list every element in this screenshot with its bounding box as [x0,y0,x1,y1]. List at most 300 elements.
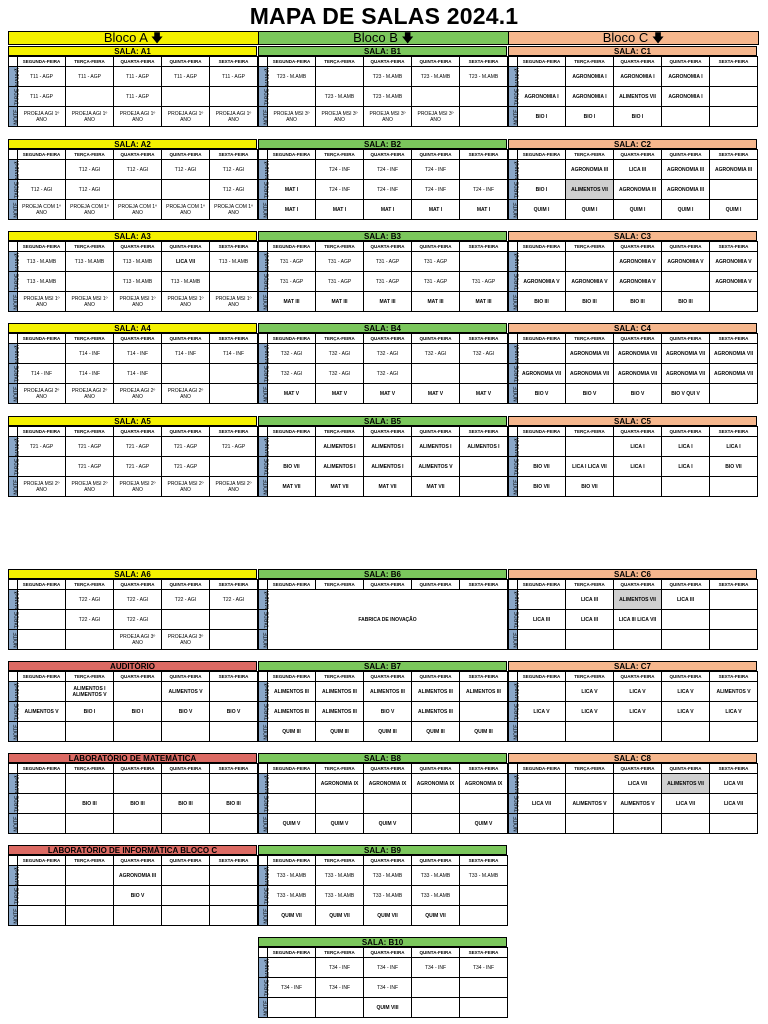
class-cell: PROEJA COM 1º ANO [162,200,210,220]
block-c-header [508,31,759,45]
shift-row [259,437,508,457]
day-header: QUINTA-FEIRA [412,57,460,67]
day-header: QUINTA-FEIRA [162,57,210,67]
day-header-row [509,672,758,682]
day-header: TERÇA-FEIRA [66,856,114,866]
class-cell: PROEJA AGI 3º ANO [162,630,210,650]
class-cell: ALIMENTOS I [316,437,364,457]
class-cell: BIO VII [268,457,316,477]
class-cell: PROEJA AGI 2º ANO [18,384,66,404]
corner-cell [9,856,18,866]
day-header: SEGUNDA-FEIRA [268,948,316,958]
class-cell: T31 - AGP [268,272,316,292]
shift-label: TARDE [509,794,518,814]
day-header: TERÇA-FEIRA [66,150,114,160]
class-cell: T32 - AGI [316,344,364,364]
class-cell: AGRONOMIA I [566,87,614,107]
shift-label: MANHÃ [259,958,268,978]
day-header-row [259,856,508,866]
class-cell [210,630,258,650]
day-header-row [9,580,258,590]
shift-label: TARDE [509,272,518,292]
day-header: SEGUNDA-FEIRA [268,242,316,252]
shift-row [9,252,258,272]
day-header: SEGUNDA-FEIRA [18,150,66,160]
day-header-row [9,672,258,682]
class-cell: PROEJA AGI 3º ANO [114,630,162,650]
class-cell [460,906,508,926]
shift-row [9,457,258,477]
shift-row [9,292,258,312]
shift-row [9,814,258,834]
shift-label: TARDE [509,702,518,722]
shift-label: MANHÃ [9,590,18,610]
room-label: SALA: B9 [258,845,507,855]
class-cell: AGRONOMIA IX [412,774,460,794]
room-label: AUDITÓRIO [8,661,257,671]
shift-label: NOITE [259,384,268,404]
day-header: SEGUNDA-FEIRA [268,150,316,160]
schedule-table [8,671,258,742]
room-block [258,323,507,404]
class-cell: PROEJA COM 1º ANO [66,200,114,220]
room-label: SALA: B10 [258,937,507,947]
class-cell: T34 - INF [316,978,364,998]
day-header: SEGUNDA-FEIRA [268,672,316,682]
class-cell [412,87,460,107]
class-cell: LICA V [662,702,710,722]
shift-label: TARDE [9,87,18,107]
shift-row [9,107,258,127]
day-header: QUARTA-FEIRA [614,242,662,252]
class-cell: T24 - INF [316,160,364,180]
room-block [258,46,507,127]
class-cell [210,364,258,384]
shift-row [9,180,258,200]
shift-row [259,344,508,364]
room-label: SALA: C8 [508,753,757,763]
corner-cell [259,242,268,252]
day-header: SEGUNDA-FEIRA [18,672,66,682]
class-cell [66,774,114,794]
class-cell: BIO V QUI V [662,384,710,404]
day-header: TERÇA-FEIRA [316,57,364,67]
day-header: TERÇA-FEIRA [316,150,364,160]
class-cell: T24 - INF [364,160,412,180]
class-cell: T14 - INF [18,364,66,384]
schedule-table [8,56,258,127]
day-header: SEGUNDA-FEIRA [518,672,566,682]
day-header: QUINTA-FEIRA [662,334,710,344]
shift-row [259,978,508,998]
shift-row [509,384,758,404]
day-header: QUINTA-FEIRA [412,948,460,958]
shift-row [509,272,758,292]
shift-row [259,814,508,834]
class-cell: BIO I [114,702,162,722]
class-cell: T33 - M.AMB [316,866,364,886]
room-label: SALA: C1 [508,46,757,56]
shift-row [509,702,758,722]
day-header: QUARTA-FEIRA [364,242,412,252]
day-header: SEXTA-FEIRA [710,427,758,437]
class-cell [18,682,66,702]
class-cell: T24 - INF [364,180,412,200]
corner-cell [259,856,268,866]
schedule-table [508,426,758,497]
shift-row [9,774,258,794]
day-header: QUARTA-FEIRA [364,580,412,590]
class-cell [210,722,258,742]
shift-row [509,292,758,312]
class-cell: ALIMENTOS III [316,702,364,722]
shift-row [509,67,758,87]
shift-label: NOITE [509,630,518,650]
shift-row [9,200,258,220]
class-cell: LICA I [614,457,662,477]
class-cell [210,610,258,630]
room-block [8,139,257,220]
class-cell: T11 - AGP [114,67,162,87]
class-cell: MAT III [364,292,412,312]
class-cell: PROEJA COM 1º ANO [114,200,162,220]
day-header: TERÇA-FEIRA [316,764,364,774]
class-cell: T33 - M.AMB [316,886,364,906]
shift-row [259,87,508,107]
shift-row [259,998,508,1018]
day-header: SEGUNDA-FEIRA [268,764,316,774]
class-cell: T34 - INF [268,978,316,998]
shift-label: NOITE [509,477,518,497]
class-cell: QUIM VII [364,906,412,926]
class-cell: BIO III [566,292,614,312]
class-cell: QUIM VII [268,906,316,926]
shift-row [259,886,508,906]
day-header: SEXTA-FEIRA [710,672,758,682]
class-cell: PROEJA MSI 1º ANO [210,292,258,312]
day-header: SEXTA-FEIRA [210,242,258,252]
room-label: SALA: B3 [258,231,507,241]
corner-cell [259,580,268,590]
day-header: SEXTA-FEIRA [210,672,258,682]
day-header: SEGUNDA-FEIRA [18,334,66,344]
day-header: SEGUNDA-FEIRA [518,242,566,252]
class-cell: T34 - INF [364,958,412,978]
class-cell: T22 - AGI [162,590,210,610]
class-cell: T31 - AGP [364,272,412,292]
class-cell [162,814,210,834]
class-cell: AGRONOMIA V [614,272,662,292]
class-cell: T23 - M.AMB [316,87,364,107]
class-cell [18,344,66,364]
class-cell: LICA V [566,682,614,702]
day-header: QUARTA-FEIRA [614,150,662,160]
class-cell: PROEJA MSI 2º ANO [114,477,162,497]
class-cell: QUIM V [268,814,316,834]
day-header: TERÇA-FEIRA [66,427,114,437]
day-header: QUINTA-FEIRA [162,764,210,774]
corner-cell [9,672,18,682]
class-cell: PROEJA AGI 1º ANO [114,107,162,127]
corner-cell [259,57,268,67]
class-cell: T14 - INF [66,344,114,364]
class-cell [18,457,66,477]
day-header: SEXTA-FEIRA [460,334,508,344]
class-cell [18,906,66,926]
class-cell [662,610,710,630]
class-cell: QUIM I [710,200,758,220]
shift-label: TARDE [509,364,518,384]
day-header: QUINTA-FEIRA [412,856,460,866]
class-cell: MAT VII [412,477,460,497]
class-cell [460,87,508,107]
day-header: QUARTA-FEIRA [614,334,662,344]
day-header: QUINTA-FEIRA [162,334,210,344]
day-header: SEXTA-FEIRA [710,150,758,160]
class-cell: ALIMENTOS III [268,702,316,722]
class-cell: AGRONOMIA III [614,180,662,200]
class-cell: ALIMENTOS V [566,794,614,814]
class-cell: PROEJA MSI 2º ANO [66,477,114,497]
day-header: QUINTA-FEIRA [412,427,460,437]
class-cell [162,774,210,794]
class-cell [316,998,364,1018]
shift-label: TARDE [9,364,18,384]
room-block [508,46,757,127]
day-header: SEXTA-FEIRA [460,427,508,437]
shift-row [259,252,508,272]
class-cell: T13 - M.AMB [66,252,114,272]
class-cell: ALIMENTOS V [162,682,210,702]
class-cell [566,630,614,650]
class-cell [114,774,162,794]
class-cell: AGRONOMIA III [710,160,758,180]
class-cell: T34 - INF [412,958,460,978]
shift-row [259,477,508,497]
class-cell: ALIMENTOS I [364,437,412,457]
day-header: QUARTA-FEIRA [364,856,412,866]
room-label: LABORATÓRIO DE INFORMÁTICA BLOCO C [8,845,257,855]
day-header: SEGUNDA-FEIRA [268,856,316,866]
shift-row [9,384,258,404]
class-cell: T23 - M.AMB [364,87,412,107]
schedule-table [508,56,758,127]
class-cell: AGRONOMIA VII [614,364,662,384]
class-cell [710,590,758,610]
class-cell: T11 - AGP [18,67,66,87]
class-cell [566,437,614,457]
shift-label: MANHÃ [509,437,518,457]
schedule-table [508,241,758,312]
shift-row [509,180,758,200]
class-cell: ALIMENTOS V [412,457,460,477]
shift-label: MANHÃ [509,252,518,272]
shift-label: MANHÃ [259,866,268,886]
class-cell: LICA I LICA VII [566,457,614,477]
corner-cell [9,334,18,344]
day-header: SEXTA-FEIRA [460,948,508,958]
class-cell: T33 - M.AMB [460,866,508,886]
shift-label: MANHÃ [509,67,518,87]
class-cell [710,384,758,404]
day-header-row [9,856,258,866]
day-header: QUINTA-FEIRA [162,856,210,866]
shift-row [9,886,258,906]
class-cell [614,814,662,834]
class-cell: T33 - M.AMB [364,886,412,906]
class-cell: LICA I [662,437,710,457]
class-cell [114,814,162,834]
schedule-table [508,579,758,650]
schedule-table [8,763,258,834]
class-cell [460,998,508,1018]
room-block [258,416,507,497]
class-cell: BIO VII [518,457,566,477]
class-cell [66,272,114,292]
day-header: QUARTA-FEIRA [614,427,662,437]
class-cell: T21 - AGP [66,437,114,457]
class-cell [210,272,258,292]
day-header-row [509,580,758,590]
shift-label: MANHÃ [9,437,18,457]
class-cell [18,722,66,742]
merged-cell: FABRICA DE INOVAÇÃO [268,590,508,650]
class-cell: AGRONOMIA V [566,272,614,292]
shift-label: MANHÃ [9,774,18,794]
shift-row [509,630,758,650]
class-cell: T12 - AGI [210,180,258,200]
class-cell [268,958,316,978]
class-cell: LICA V [614,682,662,702]
room-label: SALA: B8 [258,753,507,763]
day-header: SEXTA-FEIRA [460,764,508,774]
class-cell: T31 - AGP [268,252,316,272]
day-header: QUINTA-FEIRA [162,150,210,160]
room-label: SALA: A6 [8,569,257,579]
class-cell: ALIMENTOS V [614,794,662,814]
class-cell: LICA VII [710,774,758,794]
schedule-table [258,426,508,497]
class-cell [18,774,66,794]
class-cell: BIO I [566,107,614,127]
class-cell: LICA VII [614,774,662,794]
schedule-table [8,241,258,312]
shift-label: NOITE [259,292,268,312]
day-header: SEXTA-FEIRA [710,764,758,774]
class-cell: AGRONOMIA VII [710,364,758,384]
class-cell [518,774,566,794]
class-cell: MAT III [268,292,316,312]
class-cell: T24 - INF [412,160,460,180]
class-cell: QUIM V [364,814,412,834]
room-label: SALA: A4 [8,323,257,333]
day-header: SEGUNDA-FEIRA [518,427,566,437]
class-cell: T11 - AGP [210,67,258,87]
shift-row [509,160,758,180]
class-cell: T13 - M.AMB [18,272,66,292]
shift-label: MANHÃ [9,344,18,364]
shift-label: MANHÃ [509,774,518,794]
day-header: QUARTA-FEIRA [364,672,412,682]
shift-label: NOITE [259,107,268,127]
room-block [258,139,507,220]
class-cell: ALIMENTOS III [364,682,412,702]
class-cell [518,344,566,364]
class-cell: T32 - AGI [364,344,412,364]
class-cell: BIO I [66,702,114,722]
class-cell: AGRONOMIA VII [662,344,710,364]
shift-label: NOITE [509,107,518,127]
corner-cell [259,334,268,344]
schedule-table [258,855,508,926]
shift-row [9,682,258,702]
shift-label: NOITE [259,814,268,834]
class-cell [710,722,758,742]
class-cell: BIO VII [710,457,758,477]
class-cell: MAT I [316,200,364,220]
shift-label: TARDE [9,272,18,292]
day-header: QUARTA-FEIRA [364,427,412,437]
room-block [258,569,507,650]
class-cell [518,682,566,702]
class-cell: MAT I [268,200,316,220]
class-cell: AGRONOMIA VII [566,364,614,384]
class-cell: PROEJA AGI 2º ANO [162,384,210,404]
shift-label: MANHÃ [259,682,268,702]
class-cell: MAT III [412,292,460,312]
class-cell [210,384,258,404]
class-cell: QUIM I [566,200,614,220]
class-cell [66,630,114,650]
class-cell: BIO I [614,107,662,127]
shift-row [9,477,258,497]
shift-row [259,292,508,312]
shift-label: MANHÃ [9,67,18,87]
class-cell: LICA III [566,590,614,610]
class-cell: MAT III [316,292,364,312]
class-cell: PROEJA AGI 1º ANO [210,107,258,127]
class-cell [268,774,316,794]
class-cell [210,457,258,477]
class-cell [412,978,460,998]
class-cell [710,610,758,630]
class-cell: ALIMENTOS I ALIMENTOS V [66,682,114,702]
class-cell: T12 - AGI [66,160,114,180]
shift-label: TARDE [9,702,18,722]
class-cell: MAT V [268,384,316,404]
schedule-table [258,241,508,312]
class-cell: T11 - AGP [66,67,114,87]
class-cell: QUIM III [364,722,412,742]
class-cell: LICA V [518,702,566,722]
class-cell: LICA III [566,610,614,630]
corner-cell [259,948,268,958]
day-header-row [9,764,258,774]
room-label: SALA: A2 [8,139,257,149]
day-header: TERÇA-FEIRA [316,427,364,437]
class-cell [710,477,758,497]
day-header-row [259,427,508,437]
class-cell [18,160,66,180]
room-label: SALA: C7 [508,661,757,671]
class-cell [114,722,162,742]
class-cell: LICA V [614,702,662,722]
class-cell: PROEJA MSI 3º ANO [316,107,364,127]
class-cell [460,702,508,722]
class-cell: T13 - M.AMB [210,252,258,272]
class-cell: AGRONOMIA I [518,87,566,107]
day-header: QUINTA-FEIRA [412,672,460,682]
